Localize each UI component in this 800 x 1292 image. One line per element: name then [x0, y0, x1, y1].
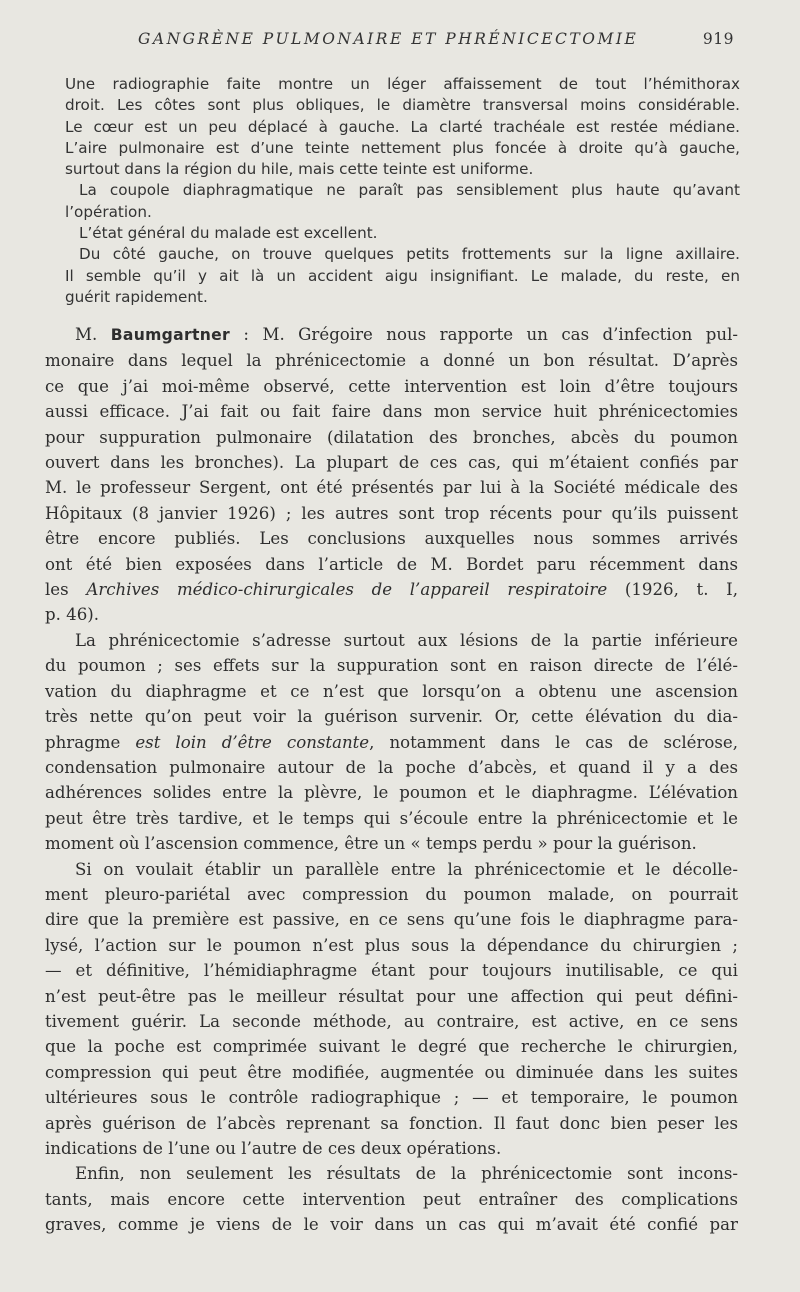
text-line: La coupole diaphragmatique ne paraît pas sensiblement plus haute qu’avant — [79, 181, 740, 200]
text-line — [45, 730, 738, 755]
text-line: La phrénicectomie s’adresse surtout aux lésions de la partie inférieure — [75, 630, 738, 650]
paragraph — [45, 857, 738, 1162]
text-line: ce que j’ai moi-même observé, cette intervention est loin d’être toujours — [45, 376, 738, 396]
text-line: surtout dans la région du hile, mais cette teinte est uniforme. — [65, 160, 534, 179]
paragraph — [65, 223, 740, 244]
text-fragment: (1926, t. I, — [607, 580, 739, 600]
journal-title: Archives médico-chirurgicales de l’appareil respiratoire — [86, 580, 608, 600]
text-line: Du côté gauche, on trouve quelques petits frottements sur la ligne axillaire. — [79, 245, 740, 264]
running-header — [60, 30, 740, 54]
text-line: M. le professeur Sergent, ont été présentés par lui à la Société médicale des — [45, 478, 738, 498]
text-fragment: , notamment dans le cas de sclérose, — [369, 732, 738, 752]
text-line: peut être très tardive, et le temps qui s’écoule entre la phrénicectomie et le — [45, 808, 738, 828]
text-line: pour suppuration pulmonaire (dilatation des bronches, abcès du poumon — [45, 427, 738, 447]
text-line: ultérieures sous le contrôle radiographique ; — et temporaire, le poumon — [45, 1088, 738, 1108]
case-report-block — [65, 74, 740, 308]
text-line: Si on voulait établir un parallèle entre la phrénicectomie et le décolle- — [75, 859, 738, 879]
paragraph-speaker — [45, 322, 738, 628]
text-fragment: M. — [75, 325, 111, 344]
text-line: lysé, l’action sur le poumon n’est plus sous la dépendance du chirurgien ; — [45, 935, 738, 955]
text-line: dire que la première est passive, en ce sens qu’une fois le diaphragme para- — [45, 910, 738, 930]
running-title: GANGRÈNE PULMONAIRE ET PHRÉNICECTOMIE — [138, 30, 639, 48]
text-line: monaire dans lequel la phrénicectomie a donné un bon résultat. D’après — [45, 351, 738, 371]
text-line: adhérences solides entre la plèvre, le poumon et le diaphragme. L’élévation — [45, 783, 738, 803]
text-line: L’état général du malade est excellent. — [79, 224, 378, 243]
text-line: guérit rapidement. — [65, 287, 208, 306]
text-fragment: : M. Grégoire nous rapporte un cas d’infection pul- — [229, 325, 738, 344]
text-line: L’aire pulmonaire est d’une teinte nettement plus foncée à droite qu’à gauche, — [65, 138, 740, 157]
text-line — [45, 577, 738, 602]
text-line: Il semble qu’il y ait là un accident aigu insignifiant. Le malade, du reste, en — [65, 266, 740, 285]
text-line: du poumon ; ses effets sur la suppuration sont en raison directe de l’élé- — [45, 656, 738, 676]
text-line: — et définitive, l’hémidiaphragme étant pour toujours inutilisable, ce qui — [45, 961, 738, 981]
text-line: compression qui peut être modifiée, augmentée ou diminuée dans les suites — [45, 1062, 738, 1082]
text-line: vation du diaphragme et ce n’est que lorsqu’on a obtenu une ascension — [45, 681, 738, 701]
text-fragment: phragme — [45, 732, 136, 752]
text-line: ont été bien exposées dans l’article de M. Bordet paru récemment dans — [45, 554, 738, 574]
emphasis: est loin d’être constante — [135, 732, 370, 752]
text-line: aussi efficace. J’ai fait ou fait faire dans mon service huit phrénicectomies — [45, 402, 738, 422]
text-line: n’est peut-être pas le meilleur résultat pour une affection qui peut défini- — [45, 986, 738, 1006]
paragraph — [65, 244, 740, 308]
paragraph — [45, 1161, 738, 1237]
text-line: ment pleuro-pariétal avec compression du poumon malade, on pourrait — [45, 884, 738, 904]
page-number: 919 — [702, 30, 734, 48]
paragraph — [65, 74, 740, 180]
text-line: tants, mais encore cette intervention peut entraîner des complications — [45, 1189, 738, 1209]
text-line: très nette qu’on peut voir la guérison survenir. Or, cette élévation du dia- — [45, 707, 738, 727]
text-line: droit. Les côtes sont plus obliques, le diamètre transversal moins considérable. — [65, 96, 740, 115]
text-line: indications de l’une ou l’autre de ces deux opérations. — [45, 1139, 502, 1158]
text-line: Hôpitaux (8 janvier 1926) ; les autres sont trop récents pour qu’ils puissent — [45, 503, 738, 523]
text-line: après guérison de l’abcès reprenant sa fonction. Il faut donc bien peser les — [45, 1113, 738, 1133]
text-line: l’opération. — [65, 202, 152, 221]
text-line: ouvert dans les bronches). La plupart de ces cas, qui m’étaient confiés par — [45, 453, 738, 473]
text-line: graves, comme je viens de le voir dans un cas qui m’avait été confié par — [45, 1215, 738, 1235]
text-line: Le cœur est un peu déplacé à gauche. La clarté trachéale est restée médiane. — [65, 117, 740, 136]
text-line — [45, 322, 738, 348]
text-line: Une radiographie faite montre un léger affaissement de tout l’hémithorax — [65, 75, 740, 93]
text-line: tivement guérir. La seconde méthode, au contraire, est active, en ce sens — [45, 1011, 738, 1031]
text-line: Enfin, non seulement les résultats de la phrénicectomie sont incons- — [75, 1164, 738, 1184]
text-line: condensation pulmonaire autour de la poche d’abcès, et quand il y a des — [45, 757, 738, 777]
text-line: que la poche est comprimée suivant le degré que recherche le chirurgien, — [45, 1037, 738, 1057]
text-fragment: les — [45, 580, 87, 600]
discussion-block — [45, 322, 738, 1238]
speaker-name: Baumgartner — [110, 326, 230, 344]
paragraph — [45, 628, 738, 857]
text-line: moment où l’ascension commence, être un « temps perdu » pour la guérison. — [45, 834, 697, 854]
text-line: p. 46). — [45, 605, 100, 625]
paragraph — [65, 180, 740, 223]
text-line: être encore publiés. Les conclusions auxquelles nous sommes arrivés — [45, 529, 738, 549]
